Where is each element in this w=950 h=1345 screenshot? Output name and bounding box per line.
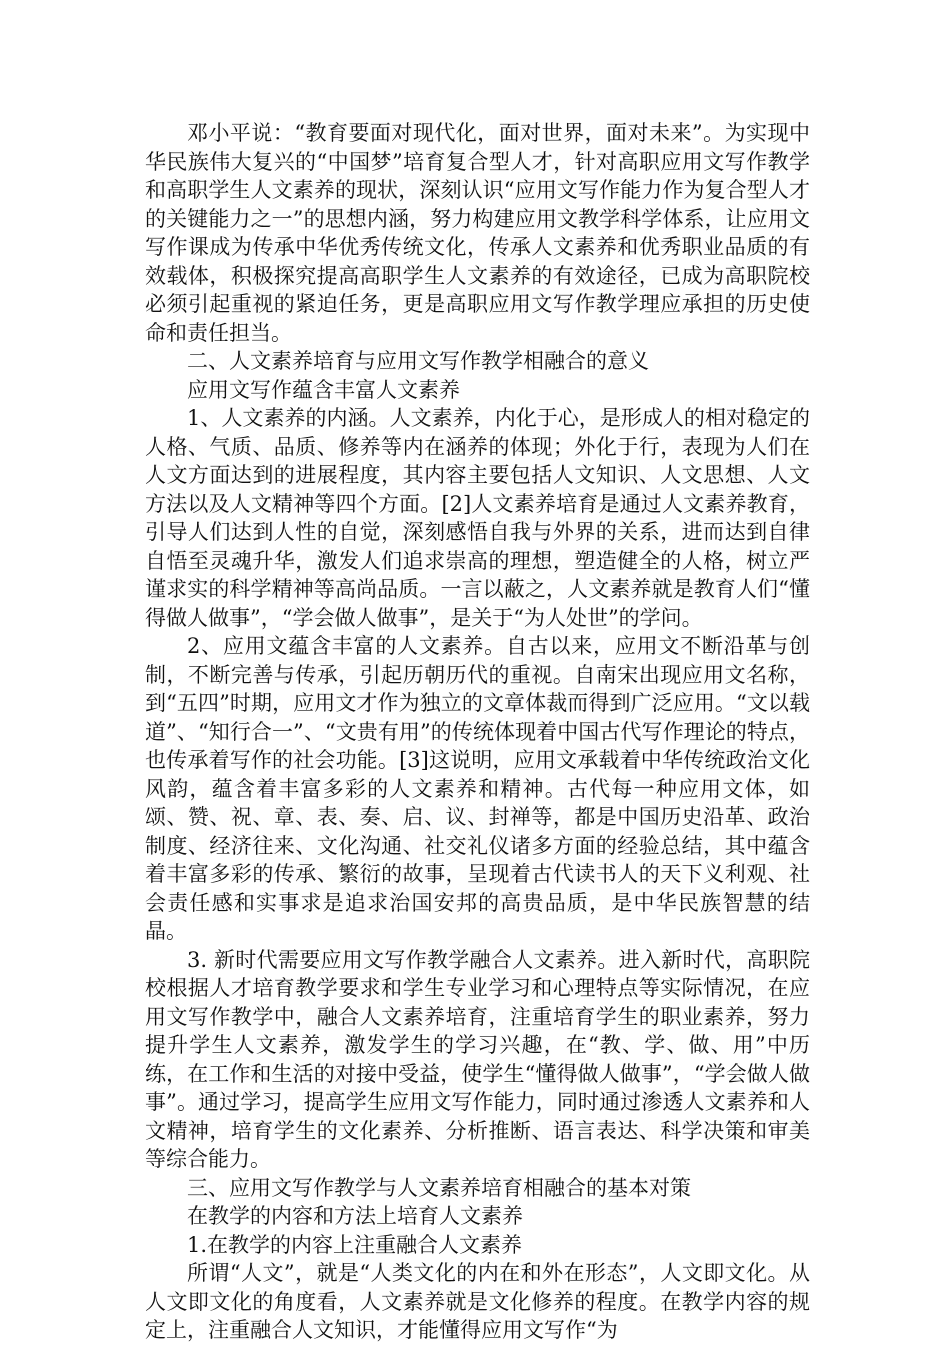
paragraph-humanities-definition: 所谓“人文”，就是“人类文化的内在和外在形态”，人文即文化。从人文即文化的角度看，人文素养就是文化修养的程度。在教学内容的规定上，注重融合人文知识，才能懂得应用文写作“为 (145, 1261, 810, 1342)
paragraph-humanities-connotation: 1、人文素养的内涵。人文素养，内化于心，是形成人的相对稳定的人格、气质、品质、修养等内在涵养的体现；外化于行，表现为人们在人文方面达到的进展程度，其内容主要包括人文知识、人文思想、人文方法以及人文精神等四个方面。[2]人文素养培育是通过人文素养教育，引导人们达到人性的自觉，深刻感悟自我与外界的关系，进而达到自律自悟至灵魂升华，激发人们追求崇高的理想，塑造健全的人格，树立严谨求实的科学精神等高尚品质。一言以蔽之，人文素养就是教育人们“懂得做人做事”，“学会做人做事”，是关于“为人处世”的学问。 (145, 406, 810, 630)
section-heading-2: 二、人文素养培育与应用文写作教学相融合的意义 (187, 349, 649, 373)
paragraph-applied-writing-humanities: 2、应用文蕴含丰富的人文素养。自古以来，应用文不断沿革与创制，不断完善与传承，引起历朝历代的重视。自南宋出现应用文名称，到“五四”时期，应用文才作为独立的文章体裁而得到广泛应用。“文以载道”、“知行合一”、“文贵有用”的传统体现着中国古代写作理论的特点，也传承着写作的社会功能。[3]这说明，应用文承载着中华传统政治文化风韵，蕴含着丰富多彩的人文素养和精神。古代每一种应用文体，如颂、赞、祝、章、表、奏、启、议、封禅等，都是中国历史沿革、政治制度、经济往来、文化沟通、社交礼仪诸多方面的经验总结，其中蕴含着丰富多彩的传承、繁衍的故事，呈现着古代读书人的天下义利观、社会责任感和实事求是追求治国安邦的高贵品质，是中华民族智慧的结晶。 (145, 634, 810, 943)
document-body (145, 119, 810, 1345)
subsection-heading: 应用文写作蕴含丰富人文素养 (187, 377, 460, 402)
paragraph-intro: 邓小平说：“教育要面对现代化，面对世界，面对未来”。为实现中华民族伟大复兴的“中国梦”培育复合型人才，针对高职应用文写作教学和高职学生人文素养的现状，深刻认识“应用文写作能力作为复合型人才的关键能力之一”的思想内涵，努力构建应用文教学科学体系，让应用文写作课成为传承中华优秀传统文化，传承人文素养和优秀职业品质的有效载体，积极探究提高高职学生人文素养的有效途径，已成为高职院校必须引起重视的紧迫任务，更是高职应用文写作教学理应承担的历史使命和责任担当。 (145, 121, 810, 345)
item-heading-content: 1.在教学的内容上注重融合人文素养 (187, 1232, 523, 1257)
paragraph-new-era: 3. 新时代需要应用文写作教学融合人文素养。进入新时代，高职院校根据人才培育教学要求和学生专业学习和心理特点等实际情况，在应用文写作教学中，融合人文素养培育，注重培育学生的职业素养，努力提升学生人文素养，激发学生的学习兴趣，在“教、学、做、用”中历练，在工作和生活的对接中受益，使学生“懂得做人做事”，“学会做人做事”。通过学习，提高学生应用文写作能力，同时通过渗透人文素养和人文精神，培育学生的文化素养、分析推断、语言表达、科学决策和审美等综合能力。 (145, 947, 810, 1171)
section-heading-3: 三、应用文写作教学与人文素养培育相融合的基本对策 (187, 1175, 691, 1200)
subsection-heading-methods: 在教学的内容和方法上培育人文素养 (187, 1204, 523, 1228)
